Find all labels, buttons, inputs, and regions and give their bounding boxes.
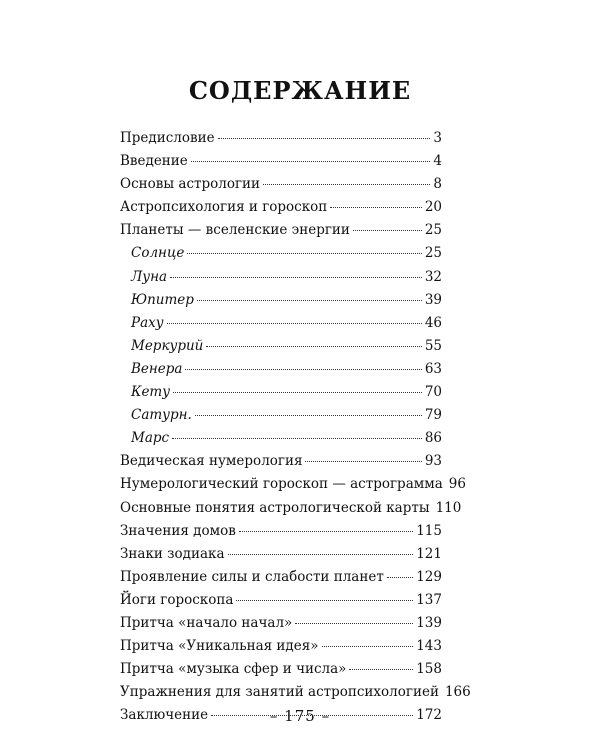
dot-leader: [239, 531, 413, 532]
toc-entry-label: Марс: [131, 430, 170, 447]
toc-entry-label: Значения домов: [120, 522, 236, 539]
toc-entry-preface[interactable]: [120, 127, 442, 150]
toc-entry-label: Юпитер: [131, 291, 194, 308]
toc-entry-page: 25: [424, 222, 442, 239]
toc-entry-page: 70: [424, 384, 442, 401]
toc-entry-label: Притча «Уникальная идея»: [120, 638, 319, 655]
dot-leader: [228, 554, 414, 555]
dot-leader: [387, 577, 413, 578]
dot-leader: [173, 392, 422, 393]
toc-entry-page: 32: [424, 268, 442, 285]
toc-entry-vedic-numerology[interactable]: [120, 450, 442, 473]
dot-leader: [167, 323, 422, 324]
toc-entry-page: 55: [424, 337, 442, 354]
toc-entry-page: 25: [424, 245, 442, 262]
toc-entry-page: 158: [416, 661, 442, 678]
table-of-contents: [120, 127, 471, 727]
dot-leader: [353, 230, 422, 231]
dot-leader: [172, 438, 422, 439]
dot-leader: [206, 346, 421, 347]
toc-entry-label: Йоги гороскопа: [120, 591, 234, 608]
toc-entry-label: Нумерологический гороскоп — астрограмма: [120, 476, 443, 493]
toc-entry-label: Кету: [131, 384, 171, 401]
toc-entry-zodiac-signs[interactable]: [120, 543, 442, 566]
toc-entry-label: Упражнения для занятий астропсихологией: [120, 684, 439, 701]
toc-subentry-sun[interactable]: [120, 242, 442, 265]
toc-entry-parable-music[interactable]: [120, 658, 442, 681]
dot-leader: [218, 138, 431, 139]
toc-entry-page: 86: [424, 430, 442, 447]
dot-leader: [170, 277, 422, 278]
toc-entry-label: Сатурн.: [131, 407, 192, 424]
toc-entry-page: 79: [424, 407, 442, 424]
toc-entry-parable-unique-idea[interactable]: [120, 635, 442, 658]
dot-leader: [197, 300, 422, 301]
toc-entry-page: 63: [424, 360, 442, 377]
toc-subentry-venus[interactable]: [120, 358, 442, 381]
toc-entry-exercises[interactable]: [120, 681, 471, 704]
toc-entry-label: Ведическая нумерология: [120, 453, 303, 470]
dot-leader: [322, 646, 414, 647]
toc-entry-page: 93: [424, 453, 442, 470]
dot-leader: [305, 461, 421, 462]
toc-entry-page: 129: [416, 568, 442, 585]
toc-entry-label: Солнце: [131, 245, 185, 262]
toc-entry-planet-strength[interactable]: [120, 566, 442, 589]
toc-entry-label: Притча «начало начал»: [120, 614, 293, 631]
toc-subentry-mars[interactable]: [120, 427, 442, 450]
toc-entry-label: Притча «музыка сфер и числа»: [120, 661, 347, 678]
toc-subentry-jupiter[interactable]: [120, 289, 442, 312]
toc-entry-label: Введение: [120, 153, 188, 170]
toc-entry-page: 143: [416, 638, 442, 655]
toc-entry-page: 4: [433, 153, 442, 170]
toc-entry-numerology-horoscope[interactable]: [120, 473, 466, 496]
dot-leader: [185, 369, 421, 370]
dot-leader: [187, 253, 421, 254]
toc-entry-page: 3: [433, 130, 442, 146]
toc-entry-page: 137: [416, 591, 442, 608]
dot-leader: [295, 623, 413, 624]
toc-entry-page: 46: [424, 314, 442, 331]
toc-entry-label: Заключение: [120, 707, 209, 724]
toc-subentry-moon[interactable]: [120, 266, 442, 289]
toc-entry-planets[interactable]: [120, 219, 442, 242]
page-number: – 175 –: [269, 707, 331, 725]
toc-subentry-ketu[interactable]: [120, 381, 442, 404]
toc-entry-label: Основные понятия астрологической карты: [120, 499, 430, 516]
toc-entry-astrology-basics[interactable]: [120, 173, 442, 196]
dot-leader: [263, 184, 430, 185]
dot-leader: [349, 669, 413, 670]
toc-entry-yogas[interactable]: [120, 589, 442, 612]
toc-entry-page: 115: [416, 522, 442, 539]
page-title: СОДЕРЖАНИЕ: [188, 76, 412, 105]
toc-entry-introduction[interactable]: [120, 150, 442, 173]
toc-entry-label: Планеты — вселенские энергии: [120, 222, 350, 239]
dot-leader: [236, 600, 413, 601]
toc-entry-page: 166: [444, 684, 471, 701]
toc-entry-astropsychology[interactable]: [120, 196, 442, 219]
toc-entry-label: Венера: [131, 360, 183, 377]
toc-entry-label: Луна: [131, 268, 168, 285]
toc-subentry-rahu[interactable]: [120, 312, 442, 335]
toc-entry-page: 20: [424, 199, 442, 216]
toc-entry-label: Астропсихология и гороскоп: [120, 199, 328, 216]
toc-entry-page: 172: [416, 707, 442, 724]
toc-entry-label: Проявление силы и слабости планет: [120, 568, 384, 585]
toc-entry-page: 110: [435, 499, 462, 516]
dot-leader: [191, 161, 431, 162]
toc-entry-label: Предисловие: [120, 130, 215, 146]
toc-entry-label: Основы астрологии: [120, 176, 261, 193]
dot-leader: [195, 415, 422, 416]
toc-subentry-saturn[interactable]: [120, 404, 442, 427]
toc-entry-page: 96: [448, 476, 466, 493]
toc-subentry-mercury[interactable]: [120, 335, 442, 358]
dot-leader: [330, 207, 422, 208]
toc-entry-page: 39: [424, 291, 442, 308]
toc-entry-page: 121: [416, 545, 442, 562]
toc-entry-houses[interactable]: [120, 520, 442, 543]
toc-entry-page: 8: [433, 176, 442, 193]
toc-entry-label: Знаки зодиака: [120, 545, 225, 562]
toc-entry-parable-beginning[interactable]: [120, 612, 442, 635]
toc-entry-chart-concepts[interactable]: [120, 497, 462, 520]
toc-entry-label: Раху: [131, 314, 164, 331]
toc-entry-page: 139: [416, 614, 442, 631]
toc-entry-label: Меркурий: [131, 337, 204, 354]
